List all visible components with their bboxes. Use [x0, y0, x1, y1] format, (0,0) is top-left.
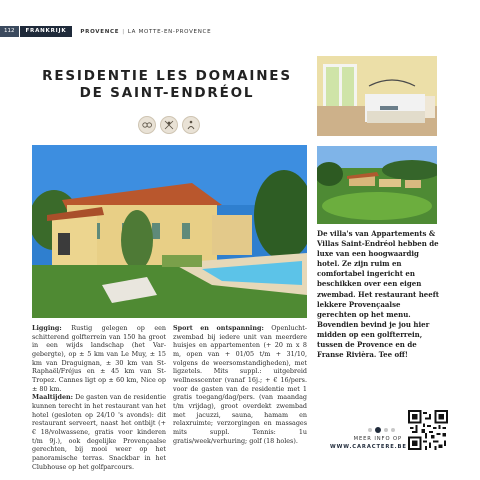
title-line-1: RESIDENTIE LES DOMAINES: [42, 68, 292, 84]
maaltijden-label: Maaltijden:: [32, 393, 74, 402]
page-header: [0, 26, 211, 37]
breadcrumb: [80, 29, 211, 35]
pagination-dot-1[interactable]: [368, 428, 372, 432]
more-info: [330, 436, 407, 451]
sport-text: Openlucht-zwembad bij iedere unit van meerdere huisjes en appartementen (+ 20 m x 8 m, open van + 01/05 t/m + 31/10, volgens de weersomstandigheden), met ligzetels. Mits suppl.: uitgebreid wellnesscenter (vanaf 16j.; + € 16/pers. voor de gasten van de residentie met 1 gratis toegang/dag/pers. (van maandag t/m vrijdag), groot overdekt zwembad met jacuzzi, sauna, hamam en relaxruimte; verzorgingen en massages mits suppl. Tennis: 1u gratis/week/verhuring; golf (18 holes).: [173, 324, 308, 445]
facility-icons: [138, 116, 200, 134]
villa-pool-photo: [32, 145, 307, 318]
ligging-label: Ligging:: [32, 324, 62, 332]
pagination-dot-2[interactable]: [375, 427, 381, 433]
pagination-dots: [368, 427, 395, 433]
sport-label: Sport en ontspanning:: [173, 324, 264, 332]
breadcrumb-separator: |: [122, 28, 125, 35]
wellness-icon: [182, 116, 200, 134]
tennis-icon: [160, 116, 178, 134]
pagination-dot-4[interactable]: [391, 428, 395, 432]
resort-highlight-text: De villa's van Appartements & Villas Saint-Endréol hebben de luxe van een hoogwaardig hotel. Ze zijn ruim en comfortabel ingericht en beschikken over een eigen zwembad. Het restaurant heeft lekkere Provençaalse gerechten op het menu. Bovendien bevind je jou hier midden op een golfterrein, tussen de Provence en de Franse Rivièra. Tee off!: [317, 229, 439, 360]
qr-code-icon[interactable]: [408, 410, 448, 450]
page-number: 112: [0, 26, 19, 37]
ligging-paragraph: [32, 324, 166, 393]
maaltijden-paragraph: [32, 393, 166, 471]
title-line-2: DE SAINT-ENDRÉOL: [79, 85, 255, 101]
aerial-golf-photo: [317, 146, 437, 224]
website-link[interactable]: WWW.CARACTERE.BE: [330, 443, 407, 450]
text-column-1: [32, 324, 166, 471]
more-info-label: MEER INFO OP: [353, 436, 402, 442]
maaltijden-text: De gasten van de residentie kunnen terecht in het restaurant van het hotel (gesloten op 24/10 's avonds): dit restaurant serveert, naast het ontbijt (+ € 18/volwassene, gratis voor kinderen t/m 9j.), ook degelijke Provençaalse gerechten, bij mooi weer op het panoramische terras. Snackbar in het Clubhouse op het golfparcours.: [32, 393, 166, 471]
golf-icon: [138, 116, 156, 134]
breadcrumb-region: PROVENCE: [80, 28, 120, 35]
breadcrumb-town: LA MOTTE-EN-PROVENCE: [127, 28, 212, 35]
text-column-2: [173, 324, 307, 445]
bedroom-photo: [317, 56, 437, 136]
country-label: FRANKRIJK: [20, 26, 73, 37]
ligging-text: Rustig gelegen op een schitterend golfterrein van 150 ha groot in een wijds landschap (het Var-gebergte), op ± 5 km van Le Muy, ± 15 km van Draguignan, ± 30 km van St-Raphaël/Fréjus en ± 45 km van St-Tropez. Cannes ligt op ± 60 km, Nice op ± 80 km.: [32, 324, 166, 393]
sport-paragraph: [173, 324, 307, 445]
page-title: [32, 68, 302, 102]
pagination-dot-3[interactable]: [384, 428, 388, 432]
